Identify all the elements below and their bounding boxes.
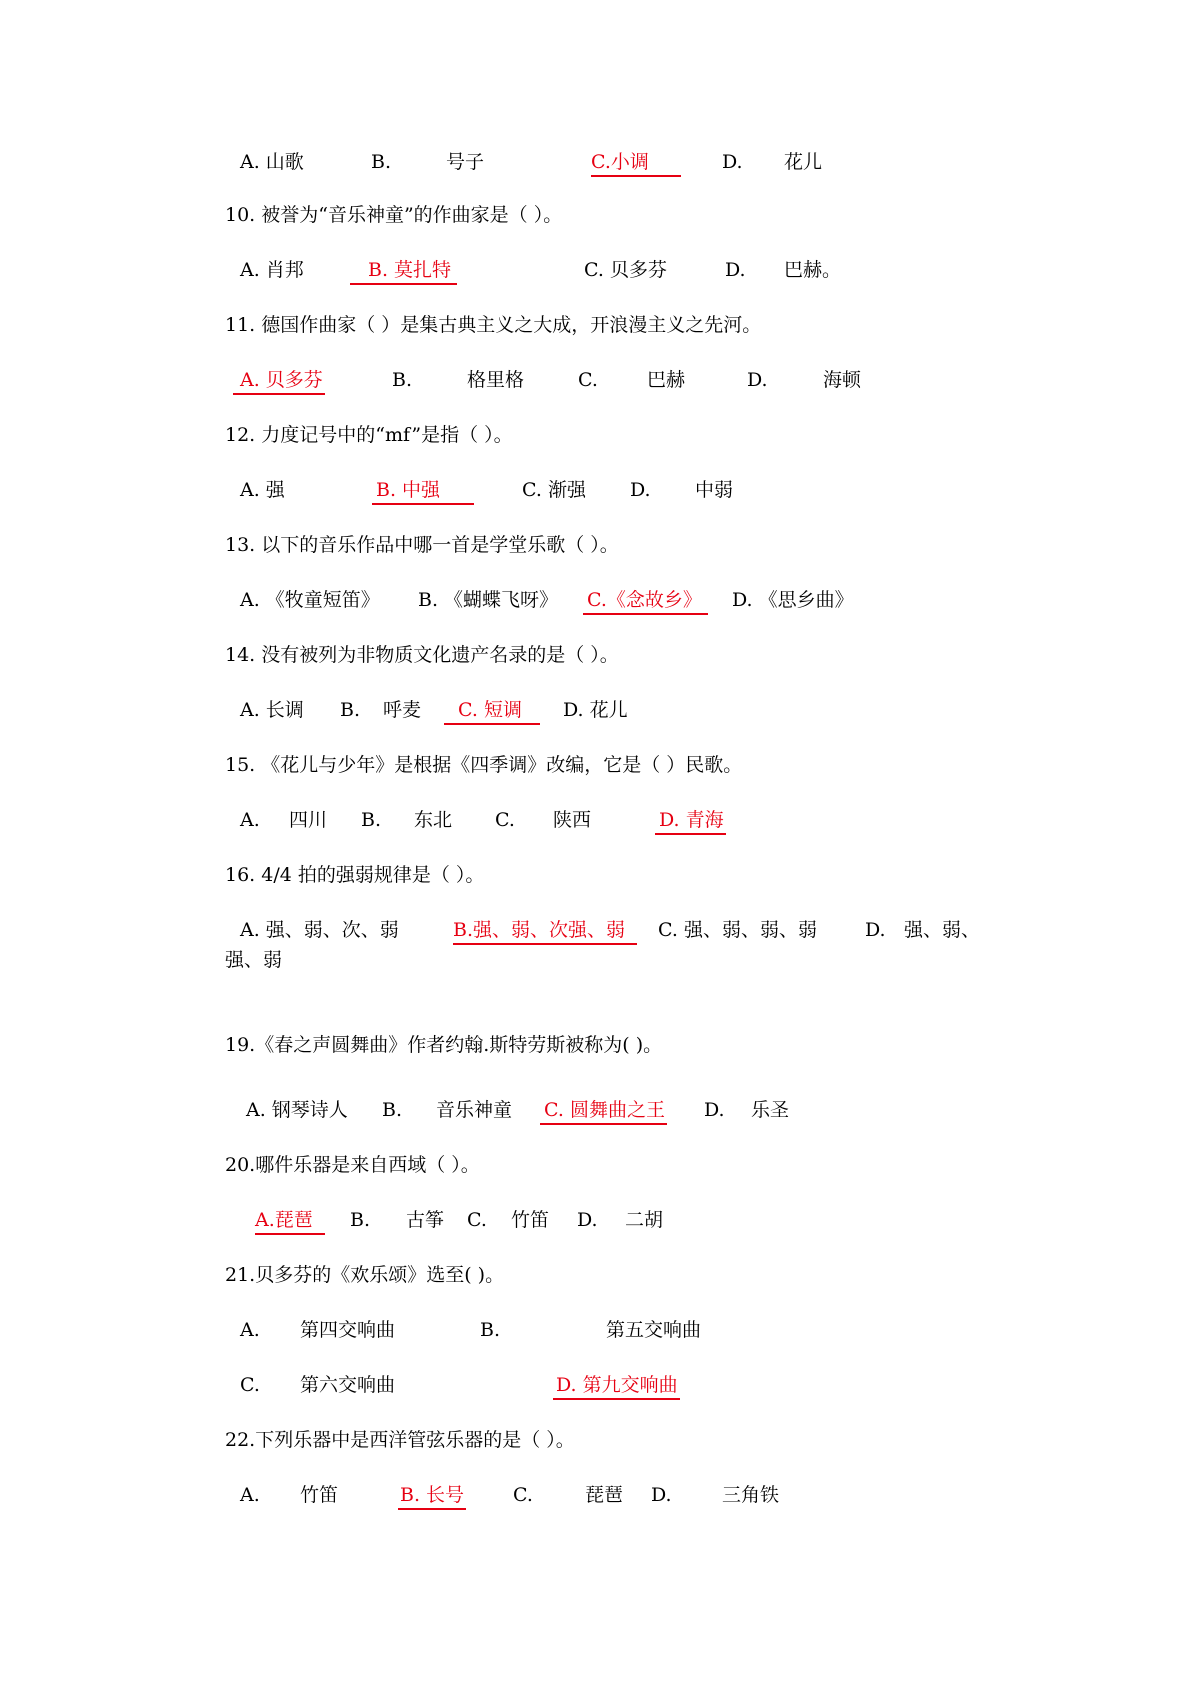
option-b-letter: B. [392, 369, 413, 391]
correct-option-b: B. 中强 [372, 478, 474, 505]
question-14-stem: 14. 没有被列为非物质文化遗产名录的是（ ）。 [225, 644, 619, 666]
option-c-letter: C. [467, 1209, 487, 1231]
correct-option-c: C. 短调 [444, 698, 540, 725]
question-20-stem: 20.哪件乐器是来自西域（ ）。 [225, 1154, 480, 1176]
option-b-text: 号子 [446, 151, 485, 173]
option-a: A. 钢琴诗人 [246, 1099, 348, 1121]
option-a: A. 《牧童短笛》 [240, 589, 380, 611]
option-d-letter: D. [865, 919, 886, 941]
option-d-letter: D. [651, 1484, 672, 1506]
option-d-text: 巴赫。 [784, 259, 842, 281]
correct-option-d: D. 第九交响曲 [553, 1373, 680, 1400]
option-b-text: 第五交响曲 [606, 1319, 702, 1341]
option-b-text: 音乐神童 [436, 1099, 513, 1121]
correct-option-d: D. 青海 [655, 808, 726, 835]
question-16-stem: 16. 4/4 拍的强弱规律是（ ）。 [225, 864, 485, 886]
option-a-letter: A. [240, 1484, 260, 1506]
option-a-text: 四川 [289, 809, 328, 831]
option-d: D. 花儿 [563, 699, 628, 721]
option-d-text: 花儿 [784, 151, 823, 173]
option-c-text: 第六交响曲 [300, 1374, 396, 1396]
option-a: A. 强 [240, 479, 285, 501]
option-d-letter: D. [630, 479, 651, 501]
option-a-letter: A. [240, 809, 260, 831]
question-15-stem: 15. 《花儿与少年》是根据《四季调》改编，它是（ ）民歌。 [225, 754, 743, 776]
option-a: A. 强、弱、次、弱 [240, 919, 399, 941]
option-d: D. 《思乡曲》 [732, 589, 854, 611]
option-d-text: 三角铁 [722, 1484, 780, 1506]
option-d-text: 强、弱、 [904, 919, 981, 941]
question-21-stem: 21.贝多芬的《欢乐颂》选至( )。 [225, 1264, 505, 1286]
correct-option-a: A.琵琶 [255, 1208, 325, 1235]
option-b-letter: B. [340, 699, 361, 721]
option-c-text: 竹笛 [511, 1209, 550, 1231]
option-a-letter: A. [240, 1319, 260, 1341]
option-b-letter: B. [480, 1319, 501, 1341]
question-16-options-continued: 强、弱 [225, 949, 283, 971]
option-b-text: 格里格 [467, 369, 525, 391]
question-11-stem: 11. 德国作曲家（ ）是集古典主义之大成，开浪漫主义之先河。 [225, 314, 762, 336]
option-b-text: 东北 [414, 809, 453, 831]
option-b-letter: B. [350, 1209, 371, 1231]
option-a: A. 山歌 [240, 151, 304, 173]
option-a: A. 长调 [240, 699, 304, 721]
question-12-stem: 12. 力度记号中的“mf”是指（ ）。 [225, 424, 513, 446]
option-a: A. 肖邦 [240, 259, 304, 281]
option-b-text: 古筝 [406, 1209, 445, 1231]
option-c-text: 琵琶 [585, 1484, 624, 1506]
option-c: C. 强、弱、弱、弱 [658, 919, 817, 941]
option-d-letter: D. [725, 259, 746, 281]
option-d-letter: D. [747, 369, 768, 391]
option-b: B. 《蝴蝶飞呀》 [418, 589, 559, 611]
question-13-stem: 13. 以下的音乐作品中哪一首是学堂乐歌（ ）。 [225, 534, 619, 556]
option-c-letter: C. [513, 1484, 533, 1506]
question-19-stem: 19.《春之声圆舞曲》作者约翰.斯特劳斯被称为( )。 [225, 1034, 663, 1056]
option-c-letter: C. [578, 369, 598, 391]
correct-option-c: C.小调 [591, 150, 681, 177]
option-d-letter: D. [577, 1209, 598, 1231]
option-b-letter: B. [371, 151, 392, 173]
correct-option-a: A. 贝多芬 [233, 368, 325, 395]
option-a-text: 竹笛 [300, 1484, 339, 1506]
question-22-stem: 22.下列乐器中是西洋管弦乐器的是（ ）。 [225, 1429, 575, 1451]
correct-option-b: B. 长号 [398, 1483, 466, 1510]
option-d-letter: D. [722, 151, 743, 173]
option-c-letter: C. [240, 1374, 260, 1396]
correct-option-c: C. 圆舞曲之王 [540, 1098, 667, 1125]
option-c: C. 贝多芬 [584, 259, 667, 281]
option-d-text: 海顿 [823, 369, 862, 391]
option-b-letter: B. [361, 809, 382, 831]
option-b-letter: B. [382, 1099, 403, 1121]
option-d-text: 二胡 [625, 1209, 664, 1231]
option-b-text: 呼麦 [383, 699, 422, 721]
option-d-text: 乐圣 [751, 1099, 790, 1121]
option-d-text: 中弱 [695, 479, 734, 501]
option-c-letter: C. [495, 809, 515, 831]
option-a-text: 第四交响曲 [300, 1319, 396, 1341]
option-c-text: 陕西 [553, 809, 592, 831]
option-c: C. 渐强 [522, 479, 586, 501]
correct-option-c: C.《念故乡》 [583, 588, 708, 615]
question-10-stem: 10. 被誉为“音乐神童”的作曲家是（ ）。 [225, 204, 563, 226]
option-d-letter: D. [704, 1099, 725, 1121]
option-c-text: 巴赫 [647, 369, 686, 391]
correct-option-b: B. 莫扎特 [350, 258, 457, 285]
correct-option-b: B.强、弱、次强、弱 [453, 918, 637, 945]
